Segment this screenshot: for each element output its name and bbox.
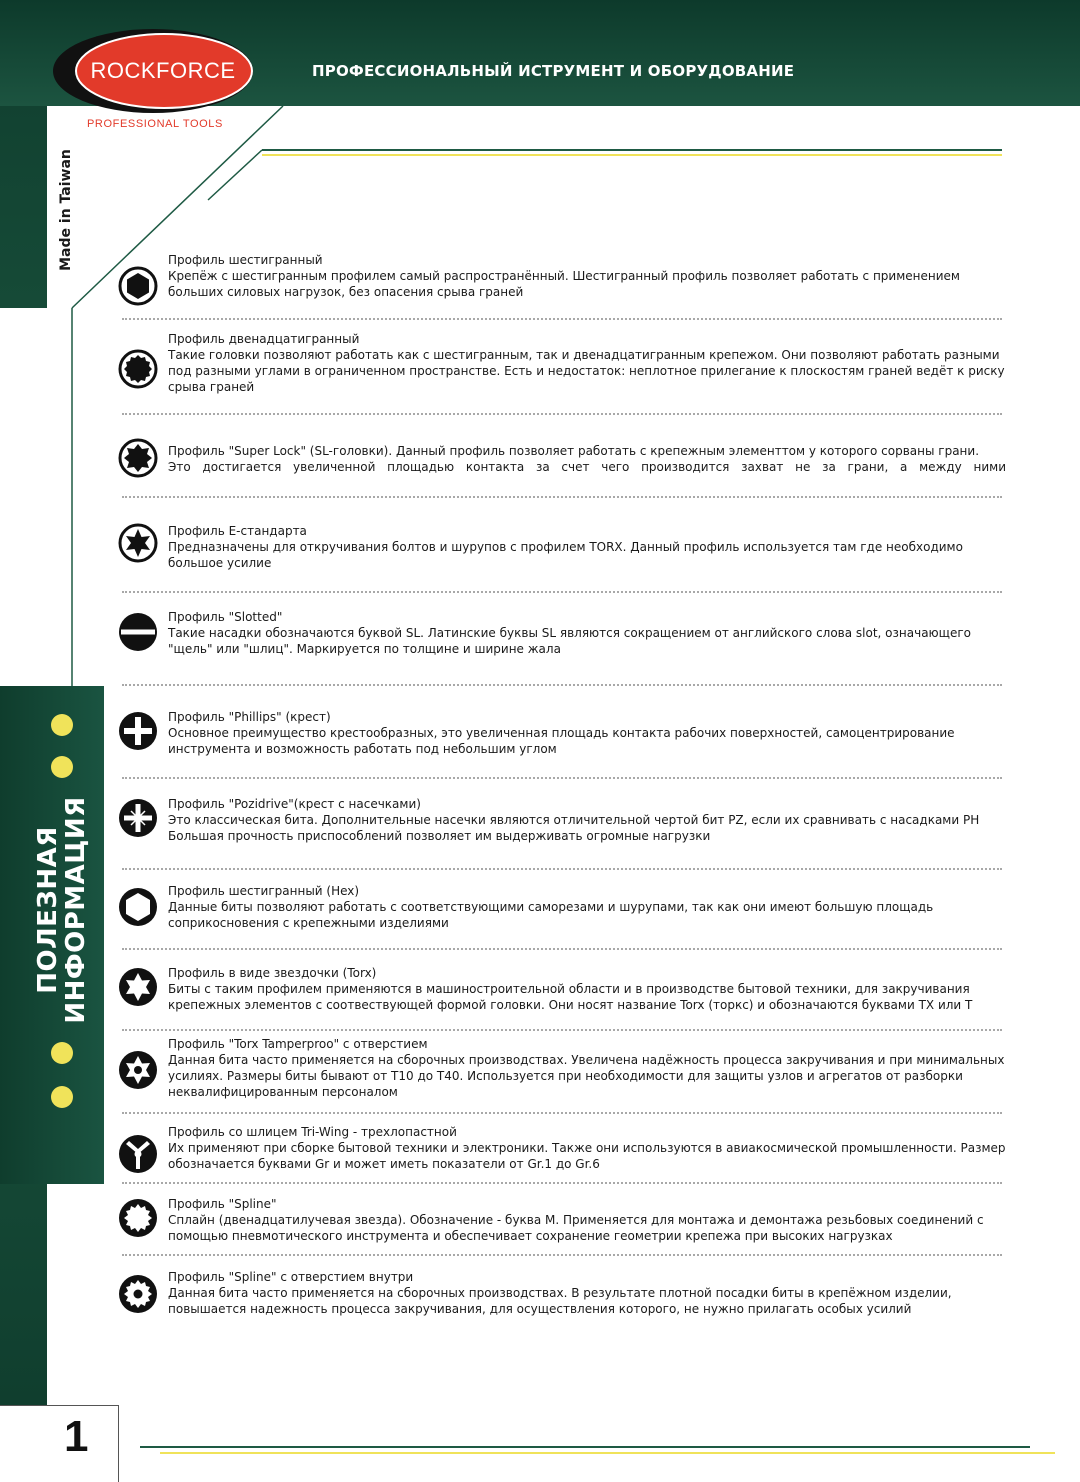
torx-profile-icon <box>118 967 158 1007</box>
profile-description: Данные биты позволяют работать с соответствующими саморезами и шурупами, так как они имеют большую площадь соприкосновения с крепежными изделиями <box>168 900 934 930</box>
hex-profile-icon <box>118 266 158 306</box>
dotted-divider <box>122 868 1002 870</box>
profile-description: Это достигается увеличенной площадью контакта за счет чего производится захват не за грани, а между ними <box>168 460 1006 474</box>
e-star-profile-icon <box>118 523 158 563</box>
profile-title: Профиль "Torx Tampеrproo" с отверстием <box>168 1037 428 1051</box>
spline-hole-profile-icon <box>118 1274 158 1314</box>
profile-title: Профиль "Spline" <box>168 1197 277 1211</box>
phillips-profile-icon <box>118 711 158 751</box>
profile-description: Их применяют при сборке бытовой техники и электроники. Также они используются в авиакосмической промышленности. Размер обозначается буквами Gr и может иметь показатели от Gr.1 до Gr.6 <box>168 1141 1006 1171</box>
profile-description: Крепёж с шестигранным профилем самый распространённый. Шестигранный профиль позволяет работать с применением больших силовых нагрузок, без опасения срыва граней <box>168 269 960 299</box>
dotted-divider <box>122 777 1002 779</box>
yellow-dot <box>51 1042 73 1064</box>
side-title-line2: ИНФОРМАЦИЯ <box>61 796 91 1024</box>
torx-tamperproof-profile-icon <box>118 1050 158 1090</box>
profile-title: Профиль со шлицем Tri-Wing - трехлопастной <box>168 1125 457 1139</box>
profile-title: Профиль шестигранный <box>168 253 323 267</box>
profile-description: Сплайн (двенадцатилучевая звезда). Обозначение - буква М. Применяется для монтажа и демонтажа резьбовых соединений с помощью пневмотического инструмента и обеспечивает сохранение геометрии крепежа при высоких нагрузках <box>168 1213 984 1243</box>
profile-title: Профиль "Super Lock" (SL-головки). Данный профиль позволяет работать с крепежным элементтом у которого сорваны грани. <box>168 444 980 458</box>
dotted-divider <box>122 684 1002 686</box>
side-title-line1: ПОЛЕЗНАЯ <box>33 826 63 994</box>
profile-description: Предназначены для откручивания болтов и шурупов с профилем TORX. Данный профиль используется там где необходимо большое усилие <box>168 540 963 570</box>
profile-title: Профиль "Slotted" <box>168 610 283 624</box>
dotted-divider <box>122 1112 1002 1114</box>
yellow-dot <box>51 756 73 778</box>
header-title: ПРОФЕССИОНАЛЬНЫЙ ИСТРУМЕНТ И ОБОРУДОВАНИЕ <box>312 62 795 80</box>
hex-bit-profile-icon <box>118 887 158 927</box>
dotted-divider <box>122 1254 1002 1256</box>
yellow-dot <box>51 1086 73 1108</box>
profile-title: Профиль "Phillips" (крест) <box>168 710 331 724</box>
profile-title: Профиль Е-стандарта <box>168 524 307 538</box>
profile-description: Это классическая бита. Дополнительные насечки являются отличительной чертой бит PZ, если их сравнивать с насадками PH Большая прочность приспособлений позволяет им выдерживать огромные нагрузки <box>168 813 980 843</box>
dotted-divider <box>122 1182 1002 1184</box>
profile-title: Профиль "Pozidrive"(крест с насечками) <box>168 797 421 811</box>
profile-description: Основное преимущество крестообразных, это увеличенная площадь контакта рабочих поверхностей, самоцентрирование инструмента и возможность работать под небольшим углом <box>168 726 955 756</box>
spline-profile-icon <box>118 1198 158 1238</box>
tri-wing-profile-icon <box>118 1134 158 1174</box>
profile-title: Профиль "Spline" с отверстием внутри <box>168 1270 414 1284</box>
profile-description: Биты с таким профилем применяются в машиностроительной области и в производстве бытовой техники, для закручивания крепежных элементов с соотвествующей формой головки. Они носят название Torx (торкс) и обозначаются буквами TX или T <box>168 982 973 1012</box>
pozidrive-profile-icon <box>118 798 158 838</box>
profile-title: Профиль шестигранный (Hex) <box>168 884 360 898</box>
profile-description: Данная бита часто применяется на сборочных производствах. В результате плотной посадки биты в крепёжном изделии, повышается надежность процесса закручивания, для осуществления которого, не нужно прилагать особых усилий <box>168 1286 952 1316</box>
dotted-divider <box>122 318 1002 320</box>
profile-title: Профиль двенадцатигранный <box>168 332 360 346</box>
profile-description: Данная бита часто применяется на сборочных производствах. Увеличена надёжность процесса закручивания и при минимальных усилиях. Размеры биты бывают от T10 до T40. Используется при необходимости для защиты узлов и агрегатов от разборки неквалифицированным персоналом <box>168 1053 1005 1099</box>
dotted-divider <box>122 496 1002 498</box>
yellow-dot <box>51 714 73 736</box>
profile-description: Такие насадки обозначаются буквой SL. Латинские буквы SL являются сокращением от английского слова slot, означающего "щель" или "шлиц". Маркируется по толщине и ширине жала <box>168 626 971 656</box>
slotted-profile-icon <box>118 612 158 652</box>
logo-brand-name: ROCKFORCE <box>90 58 236 83</box>
side-panel-title <box>34 796 90 1023</box>
dotted-divider <box>122 413 1002 415</box>
profile-description: Такие головки позволяют работать как с шестигранным, так и двенадцатигранным крепежом. Они позволяют работать разными под разными углами в ограниченном пространстве. Есть и недостаток: неплотное прилегание к плоскостям граней ведёт к риску срыва граней <box>168 348 1005 394</box>
page-number: 1 <box>64 1412 89 1461</box>
profiles-list <box>110 0 1010 1481</box>
dotted-divider <box>122 948 1002 950</box>
made-in-label: Made in Taiwan <box>58 149 74 271</box>
twelve-point-profile-icon <box>118 349 158 389</box>
super-lock-profile-icon <box>118 438 158 478</box>
dotted-divider <box>122 591 1002 593</box>
dotted-divider <box>122 1029 1002 1031</box>
logo-tagline: PROFESSIONAL TOOLS <box>87 118 223 130</box>
profile-title: Профиль в виде звездочки (Torx) <box>168 966 377 980</box>
page-number-box <box>0 1405 119 1482</box>
